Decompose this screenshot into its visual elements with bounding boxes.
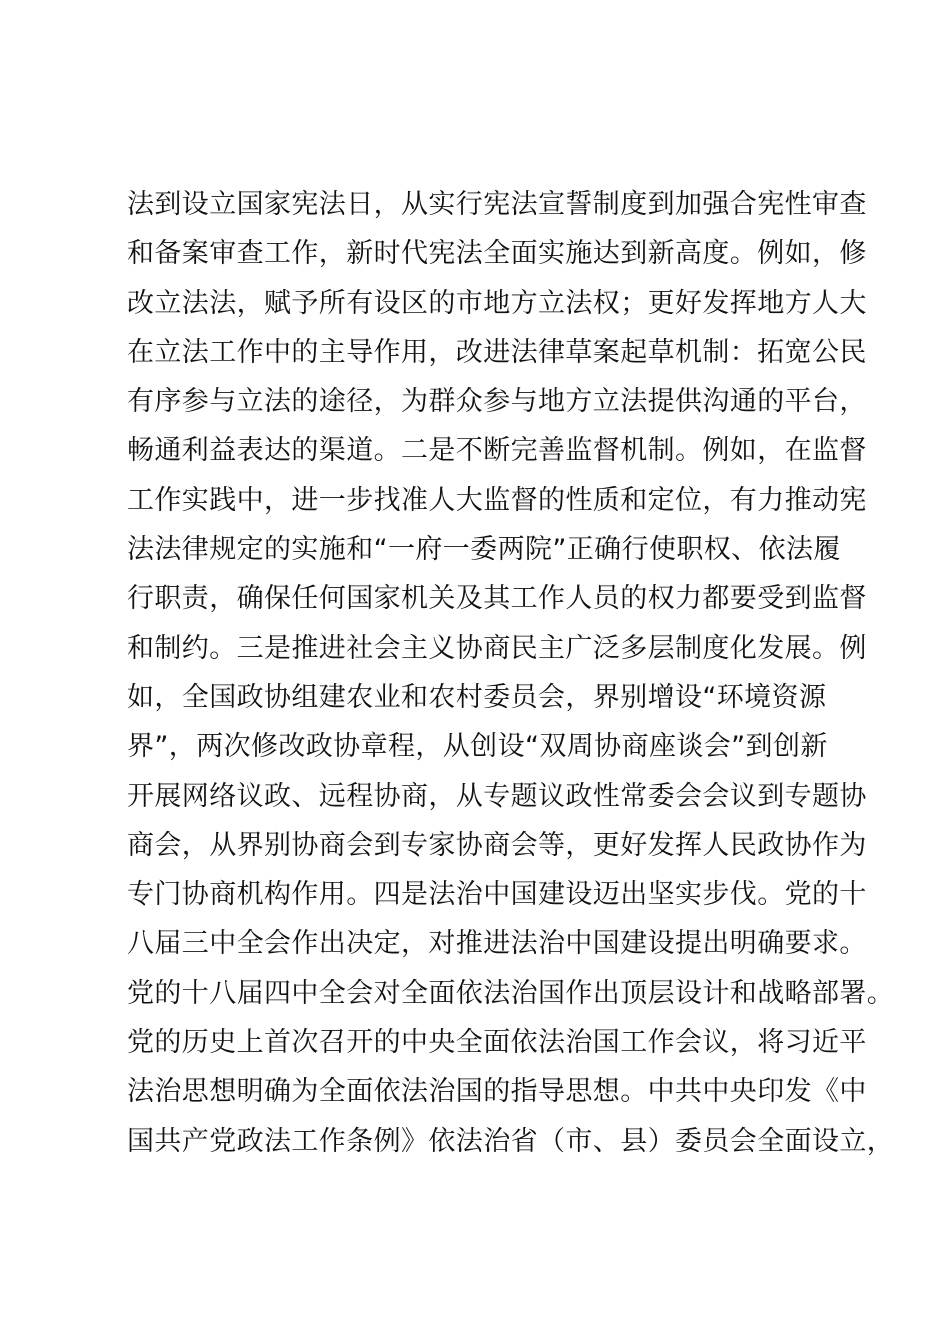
text-line: 商会，从界别协商会到专家协商会等，更好发挥人民政协作为 — [127, 829, 867, 861]
text-line: 工作实践中，进一步找准人大监督的性质和定位，有力推动宪 — [127, 484, 867, 516]
text-line: 行职责，确保任何国家机关及其工作人员的权力都要受到监督 — [127, 583, 867, 615]
text-line: 专门协商机构作用。四是法治中国建设迈出坚实步伐。党的十 — [127, 879, 867, 911]
text-line: 党的历史上首次召开的中央全面依法治国工作会议，将习近平 — [127, 1027, 867, 1059]
body-text — [127, 180, 895, 1166]
text-line: 法法律规定的实施和“一府一委两院”正确行使职权、依法履 — [127, 534, 841, 566]
text-line: 界”，两次修改政协章程，从创设“双周协商座谈会”到创新 — [127, 731, 828, 763]
text-line: 国共产党政法工作条例》依法治省（市、县）委员会全面设立， — [127, 1125, 895, 1157]
text-line: 有序参与立法的途径，为群众参与地方立法提供沟通的平台， — [127, 386, 867, 418]
text-line: 和制约。三是推进社会主义协商民主广泛多层制度化发展。例 — [127, 632, 867, 664]
text-line: 和备案审查工作，新时代宪法全面实施达到新高度。例如，修 — [127, 238, 867, 270]
text-line: 法到设立国家宪法日，从实行宪法宣誓制度到加强合宪性审查 — [127, 189, 867, 220]
text-line: 在立法工作中的主导作用，改进法律草案起草机制：拓宽公民 — [127, 336, 867, 368]
text-line: 改立法法，赋予所有设区的市地方立法权；更好发挥地方人大 — [127, 287, 867, 319]
text-line: 如，全国政协组建农业和农村委员会，界别增设“环境资源 — [127, 681, 827, 713]
text-line: 法治思想明确为全面依法治国的指导思想。中共中央印发《中 — [127, 1076, 867, 1108]
text-line: 开展网络议政、远程协商，从专题议政性常委会会议到专题协 — [127, 780, 867, 812]
text-line: 党的十八届四中全会对全面依法治国作出顶层设计和战略部署。 — [127, 977, 895, 1009]
text-line: 畅通利益表达的渠道。二是不断完善监督机制。例如，在监督 — [127, 435, 867, 467]
text-line: 八届三中全会作出决定，对推进法治中国建设提出明确要求。 — [127, 928, 867, 960]
